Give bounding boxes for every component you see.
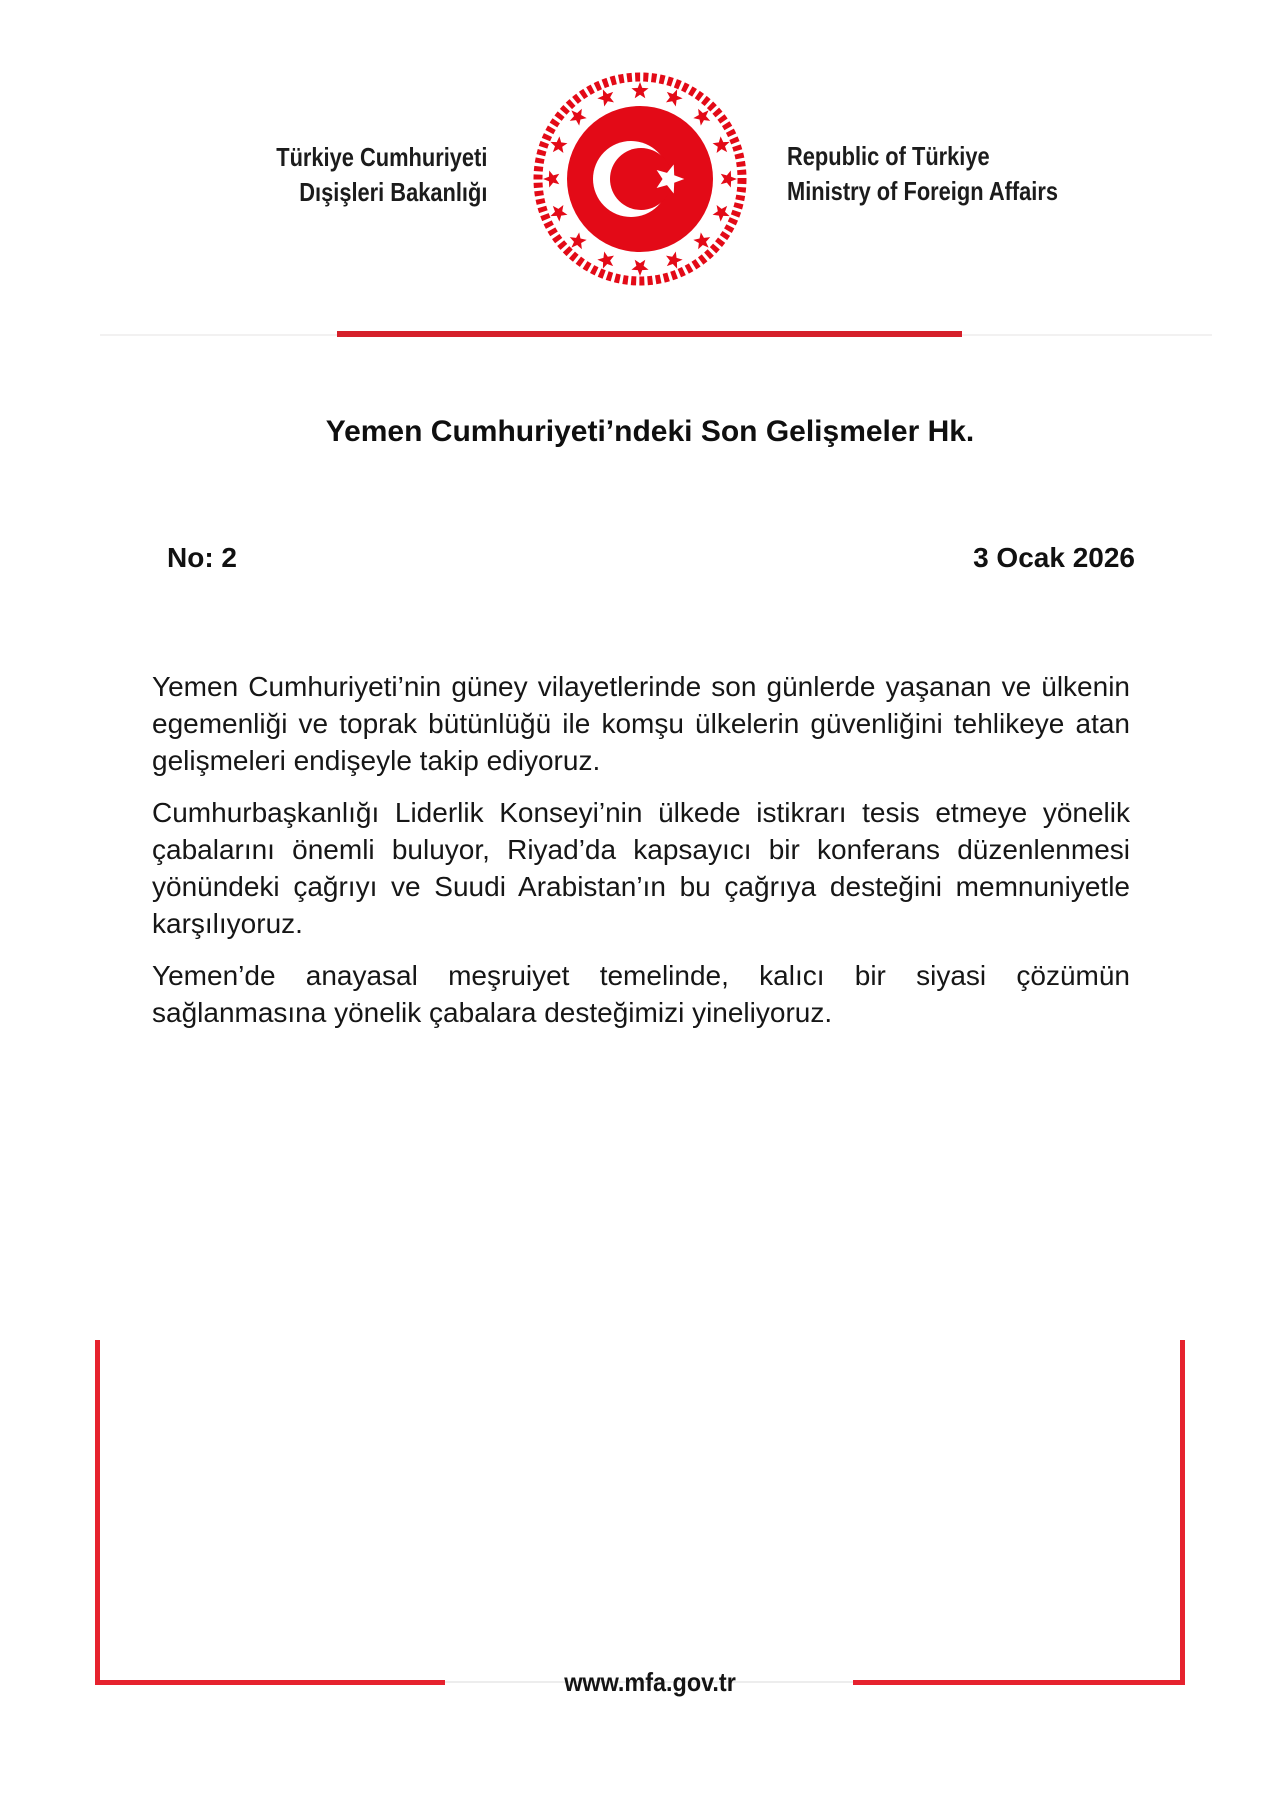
frame-bottom-right	[853, 1680, 1185, 1685]
ministry-name-english	[787, 139, 1058, 209]
ministry-name-tr-line1: Türkiye Cumhuriyeti	[275, 142, 487, 172]
frame-right-vertical	[1180, 1340, 1185, 1685]
press-release-number: No: 2	[167, 542, 237, 573]
paragraph: Yemen’de anayasal meşruiyet temelinde, kalıcı bir siyasi çözümün sağlanmasına yönelik çabalara desteğimizi yineliyoruz.	[152, 960, 1130, 1028]
red-divider-bar	[337, 331, 962, 337]
frame-left-vertical	[95, 1340, 100, 1685]
paragraph: Cumhurbaşkanlığı Liderlik Konseyi’nin ülkede istikrarı tesis etmeye yönelik çabalarını önemli buluyor, Riyad’da kapsayıcı bir konferans düzenlenmesi yönündeki çağrıyı ve Suudi Arabistan’ın bu çağrıya desteğini memnuniyetle karşılıyoruz.	[152, 797, 1130, 939]
page-title: Yemen Cumhuriyeti’ndeki Son Gelişmeler Hk.	[325, 415, 975, 448]
press-release-date: 3 Ocak 2026	[973, 542, 1135, 573]
ministry-name-tr-line2: Dışişleri Bakanlığı	[298, 177, 487, 207]
ministry-name-en-line2: Ministry of Foreign Affairs	[787, 176, 1059, 206]
frame-bottom-left	[95, 1680, 445, 1685]
ministry-name-turkish	[276, 140, 487, 210]
document-body	[152, 668, 1130, 1046]
footer-website-link[interactable]: www.mfa.gov.tr	[564, 1667, 736, 1697]
mfa-emblem-icon	[528, 67, 752, 291]
ministry-name-en-line1: Republic of Türkiye	[787, 141, 990, 171]
paragraph: Yemen Cumhuriyeti’nin güney vilayetlerinde son günlerde yaşanan ve ülkenin egemenliği ve toprak bütünlüğü ile komşu ülkelerin güvenliğini tehlikeye atan gelişmeleri endişeyle takip ediyoruz.	[152, 671, 1130, 776]
